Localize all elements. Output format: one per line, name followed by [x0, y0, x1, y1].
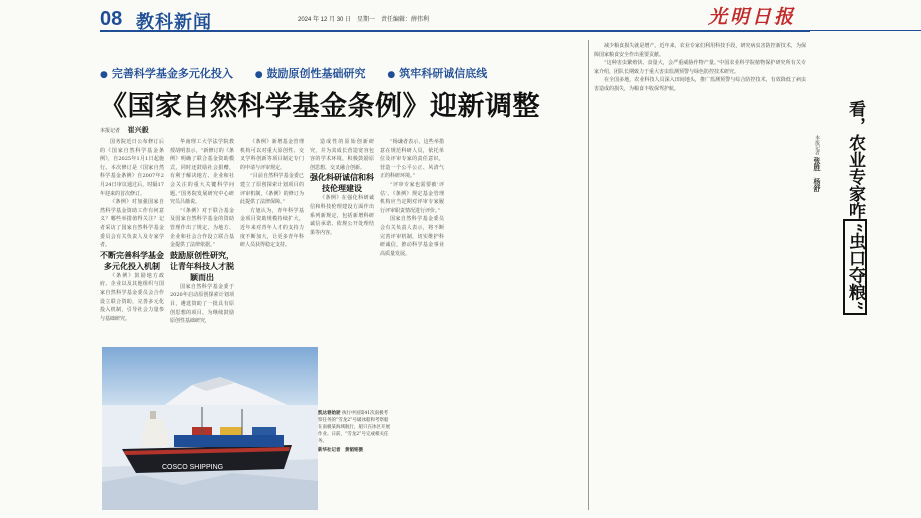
icebreaker-ship-photo [102, 347, 318, 510]
page-number: 08 [100, 8, 123, 30]
page-header [100, 8, 810, 32]
article-column-3 [240, 138, 304, 343]
ship-name-label: COSCO SHIPPING [162, 464, 224, 471]
paragraph: “这种害虫繁殖快、食量大，会严重威胁作物产量。”中国农业科学院植物保护研究所有关专家介绍，团队长期致力于重大害虫监测预警与绿色防控技术研究。 [594, 60, 806, 75]
news-photo [102, 347, 318, 510]
subtitle-3: ● 筑牢科研诚信底线 [387, 67, 487, 80]
feature-article-body [594, 42, 806, 510]
subtitle-2: ● 鼓励原创性基础研究 [255, 67, 366, 80]
paragraph: 华南理工大学法学院教授胡明表示，“新修订的《条例》明确了联合基金资助模式，同时还鼓励社会捐赠，有利于解决地方、企业和社会关注的重大关键科学问题。”国务院发展研究中心研究员吕薇说。 [170, 139, 234, 206]
feature-byline-prefix: 本报记者 [814, 135, 820, 155]
paragraph: “目前自然科学基金委已建立了原创探索计划项目的评审机制，《条例》的修订为此提供了法律保障。” [240, 173, 304, 206]
feature-byline-authors: 张胜 杨舒 [813, 156, 821, 192]
issue-meta: 2024 年 12 月 30 日 星期一 责任编辑：薛伟利 [298, 17, 430, 23]
feature-headline [840, 100, 868, 315]
byline-author: 崔兴毅 [127, 126, 149, 134]
subheading: 不断完善科学基金多元化投入机制 [100, 250, 164, 271]
subtitle-row [100, 65, 505, 81]
feature-headline-line-2: 农业专家咋 [845, 134, 865, 219]
feature-headline-boxed: “虫口夺粮” [843, 219, 867, 315]
paragraph: 国家自然科学基金委于2020年启动原创探索计划项目，遴选资助了一批具有原创思想的项目。为继续鼓励原创性基础研究， [170, 283, 234, 325]
paragraph: 造成性的原始创新研究，并为其成长营造宽容包容的学术环境，积极鼓励原创思想、交叉融合创新。 [310, 139, 374, 171]
byline [100, 125, 149, 135]
newspaper-logo: 光明日报 [708, 6, 797, 28]
article-column-5 [380, 138, 444, 343]
feature-byline [812, 135, 822, 192]
paragraph: “评审专家也需要被‘评估’。《条例》规定基金管理机构应当定期对评审专家履行评审职责情况进行评价。” [380, 181, 444, 214]
column-divider [588, 40, 589, 510]
article-column-4 [310, 138, 374, 343]
subheading: 强化科研诚信和科技伦理建设 [310, 173, 374, 194]
paragraph: 《条例》在强化科研诚信和科技伦理建设方面作出系列新规定，包括新增科研诚信承诺、依规公开处理结果等内容。 [310, 195, 374, 236]
paragraph: 减少粮食损失就是增产。近年来，农业专家们利用科技手段，研究病虫害防控新技术，为保障国家粮食安全作出重要贡献。 [594, 43, 806, 58]
paragraph: “杨谦者表示，这些举措意在规范科研人员，依托单位及评审专家的责任意识，营造一个公平公正、风清气正的科研环境。” [380, 139, 444, 180]
paragraph: 在全国多地，农业科技人员深入田间地头，推广监测预警与综合防控技术，有效降低了病虫害造成的损失，为粮食丰收保驾护航。 [594, 77, 806, 92]
paragraph: 国务院近日公布修订后的《国家自然科学基金条例》，自2025年1月1日起施行。本次修订是《国家自然科学基金条例》自2007年2月24日审议通过后，时隔17年迎来的首次修订。 [100, 139, 164, 197]
byline-prefix: 本报记者 [100, 128, 121, 134]
paragraph: 《条例》鼓励地方政府、企业以及其他组织与国家自然科学基金委员会合作设立联合资助，完善多元化投入机制，引导社会力量参与基础研究。 [100, 272, 164, 322]
paragraph: 《条例》新增基金管理机构可以对重大原创性、交叉学科创新等项目制定专门的申请与评审规定。 [240, 139, 304, 171]
subheading: 鼓励原创性研究，让青年科技人才脱颖而出 [170, 250, 234, 282]
section-title: 教科新闻 [136, 12, 212, 33]
headline: 《国家自然科学基金条例》迎新调整 [100, 91, 540, 122]
paragraph: 方旭认为，青年科学基金项目资助规模持续扩大，近年来对青年人才的支持力度不断加大，让更多青年科研人员获得稳定支持。 [240, 207, 304, 249]
article-column-1 [100, 138, 164, 343]
caption-text: 执行中国第41次南极考察任务的“雪龙2”号破冰船和考察船在南极某海域航行，船只在冰区开展作业。日前，“雪龙2”号完成相关任务。 [318, 411, 390, 444]
paragraph: 《条例》对加强国家自然科学基金资助工作有何意义？哪些举措值得关注？记者采访了国家自然科学基金委员会有关负责人及专家学者。 [100, 199, 164, 249]
caption-title: 凯达春始驶 [318, 411, 341, 416]
header-rule [810, 30, 921, 31]
paragraph: 国家自然科学基金委员会有关负责人表示，将不断完善评审机制，切实维护科研诚信，推动科学基金事业高质量发展。 [380, 216, 444, 257]
article-column-2 [170, 138, 234, 343]
caption-credit: 新华社记者 黄韬铭摄 [318, 448, 363, 453]
feature-headline-line-1: 看， [845, 100, 865, 134]
subtitle-1: ● 完善科学基金多元化投入 [100, 67, 233, 80]
paragraph: “《条例》对于联合基金及国家自然科学基金的资助管理作出了规定，为地方、企业和社会合作设立联合基金提供了法律依据。” [170, 207, 234, 249]
photo-caption [318, 410, 390, 454]
